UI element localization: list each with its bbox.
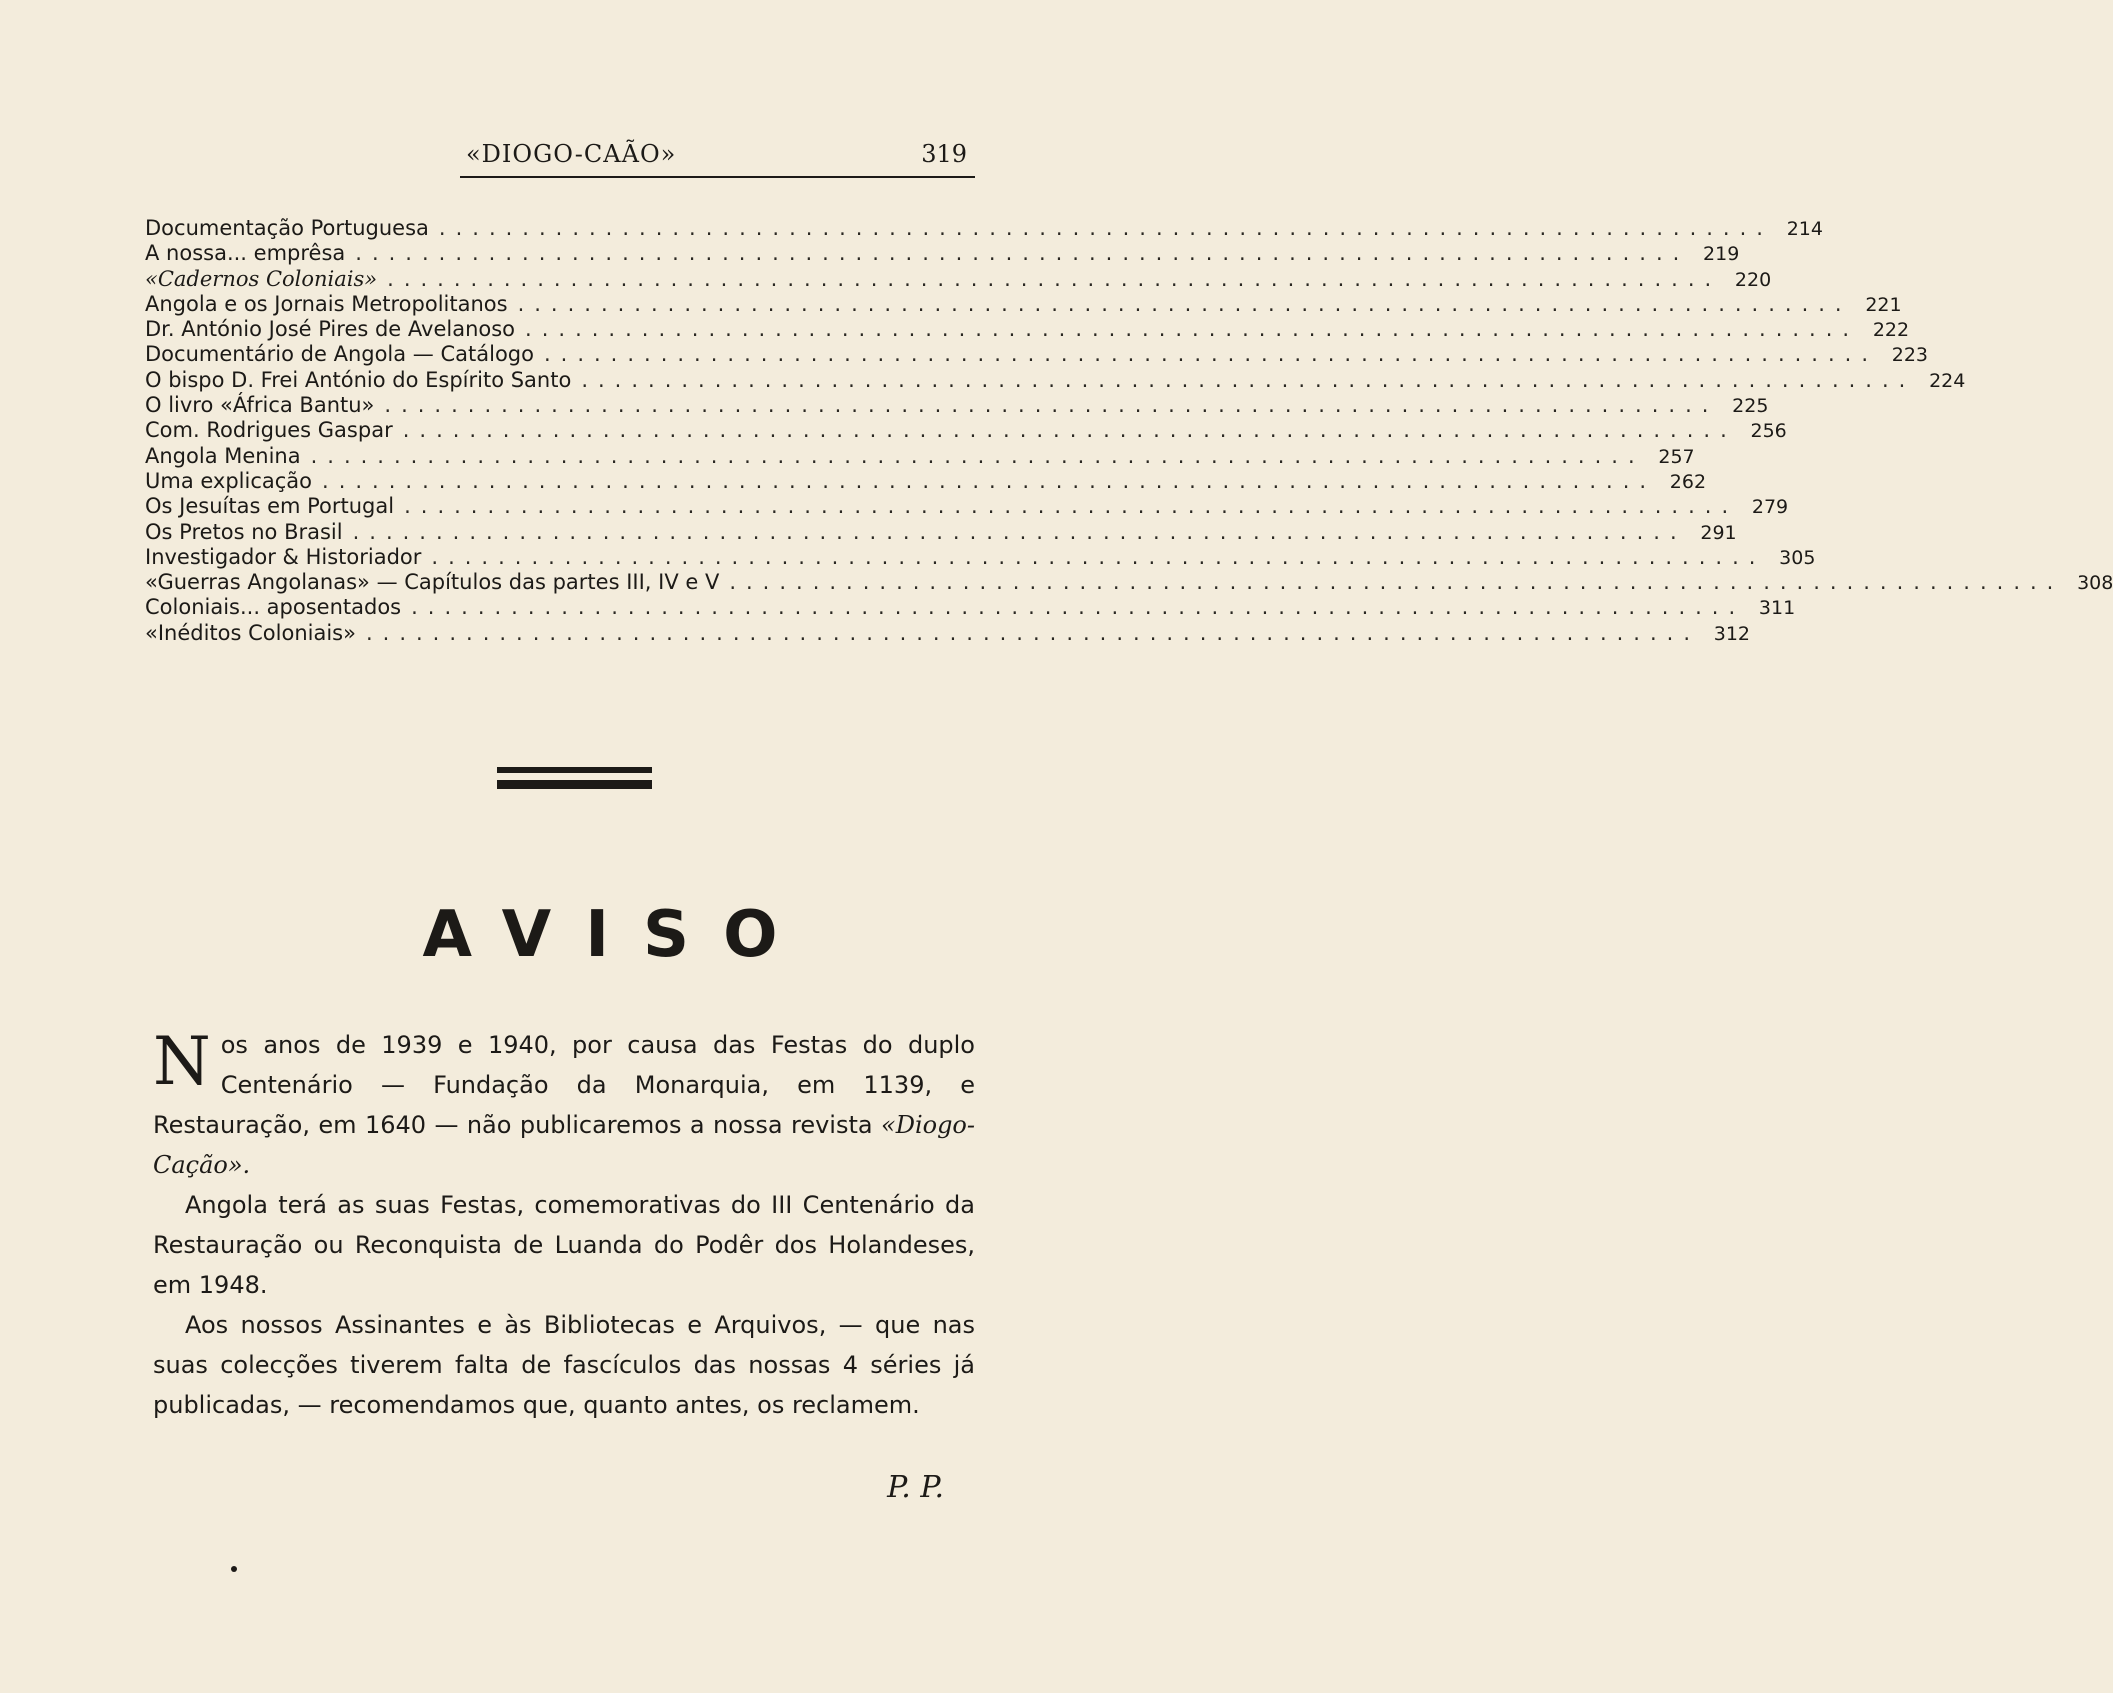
running-header [460,140,975,178]
toc-dot-leader: ................................................................................ [438,216,1773,240]
signature-initials: P. P. [887,1470,944,1505]
notice-paragraph-1 [153,1025,975,1185]
toc-entry-page: 279 [1751,496,1789,519]
paragraph-1-text: os anos de 1939 e 1940, por causa das Festas do duplo Centenário — Fundação da Monarquia, em 1139, e Restauração, em 1640 — não publicaremos a nossa revista [153,1031,975,1139]
toc-entry-page: 224 [1929,369,1966,392]
toc-entry-page: 256 [1750,420,1787,443]
toc-dot-leader: ................................................................................ [581,367,1916,392]
toc-dot-leader: ................................................................................ [355,241,1690,266]
toc-dot-leader: ................................................................................ [322,468,1657,493]
toc-dot-leader: ................................................................................ [402,418,1737,443]
toc-entry-page: 262 [1669,470,1707,493]
toc-entry-page: 221 [1865,293,1902,316]
toc-entry-page: 225 [1732,395,1769,418]
divider-bar-top [497,767,652,773]
toc-entry-title: Angola e os Jornais Metropolitanos [145,291,508,316]
toc-entry-title: O bispo D. Frei António do Espírito Santo [145,367,572,392]
notice-paragraph-3: Aos nossos Assinantes e às Bibliotecas e Arquivos, — que nas suas colecções tiverem falta de fascículos das nossas 4 séries já publicadas, — recomendamos que, quanto antes, os reclamem. [153,1311,975,1419]
toc-entry-page: 219 [1703,243,1740,266]
toc-entry [145,595,1796,620]
toc-entry [145,317,1910,342]
divider-bar-bottom [497,780,652,789]
toc-dot-leader: ................................................................................ [310,443,1645,468]
journal-title: «DIOGO-CAÃO» [466,140,677,168]
toc-entry-title: Coloniais... aposentados [145,595,402,620]
toc-entry [145,342,1929,367]
toc-entry-title: Os Pretos no Brasil [145,519,343,544]
toc-entry [145,241,1740,266]
toc-entry-page: 214 [1786,218,1823,240]
toc-entry-title: «Guerras Angolanas» — Capítulos das partes III, IV e V [145,570,720,595]
toc-entry [145,519,1737,545]
toc-entry-page: 220 [1734,268,1772,291]
toc-entry [145,367,1966,393]
toc-dot-leader: ................................................................................ [431,544,1766,569]
journal-name: «Diogo-Cação». [153,1111,975,1179]
toc-entry [145,544,1816,570]
toc-dot-leader: ................................................................................ [404,494,1739,519]
toc-entry-title: Uma explicação [145,468,313,493]
toc-entry-title: O livro «África Bantu» [145,393,375,418]
drop-cap: N [153,1023,211,1100]
toc-entry-title: Documentário de Angola — Catálogo [145,342,534,367]
toc-entry [145,266,1772,292]
toc-dot-leader: ................................................................................ [517,291,1852,316]
toc-entry-title: Documentação Portuguesa [145,216,429,240]
toc-entry-title: Com. Rodrigues Gaspar [145,418,393,443]
toc-entry [145,393,1769,418]
toc-entry-title: A nossa... emprêsa [145,241,346,266]
toc-entry-title: Os Jesuítas em Portugal [145,494,395,519]
page-number: 319 [921,140,967,168]
toc-dot-leader: ................................................................................ [729,570,2064,595]
toc-entry [145,443,1695,469]
toc-dot-leader: ................................................................................ [411,595,1746,620]
toc-entry-title: «Inéditos Coloniais» [145,620,356,645]
toc-entry-title: Investigador & Historiador [145,544,422,569]
toc-entry-page: 312 [1713,622,1750,645]
toc-dot-leader: ................................................................................ [387,266,1722,291]
toc-entry [145,216,1823,241]
notice-heading: AVISO [422,898,812,972]
toc-entry [145,468,1707,494]
section-divider [497,767,652,791]
toc-entry-title: «Cadernos Coloniais» [145,266,378,291]
toc-entry-title: Dr. António José Pires de Avelanoso [145,317,516,342]
toc-entry-page: 305 [1779,546,1816,569]
toc-entry-page: 223 [1891,344,1929,367]
notice-body [153,1025,975,1425]
toc-entry-page: 257 [1658,445,1695,468]
toc-entry-page: 291 [1700,521,1737,544]
toc-entry-title: Angola Menina [145,443,301,468]
toc-entry [145,494,1789,519]
toc-entry [145,570,2113,595]
toc-entry [145,620,1750,646]
toc-dot-leader: ................................................................................ [365,620,1700,645]
notice-paragraph-2: Angola terá as suas Festas, comemorativas do III Centenário da Restauração ou Reconquista de Luanda do Podêr dos Holandeses, em 1948. [153,1191,975,1299]
toc-dot-leader: ................................................................................ [525,317,1860,342]
toc-entry-page: 308 [2077,572,2113,595]
toc-entry [145,291,1902,317]
toc-dot-leader: ................................................................................ [352,519,1687,544]
toc-dot-leader: ................................................................................ [384,393,1719,418]
toc-entry-page: 311 [1758,597,1796,620]
toc-entry-page: 222 [1872,319,1910,342]
ink-dot [231,1566,237,1572]
table-of-contents [145,216,2113,646]
toc-dot-leader: ................................................................................ [543,342,1879,367]
toc-entry [145,418,1787,443]
